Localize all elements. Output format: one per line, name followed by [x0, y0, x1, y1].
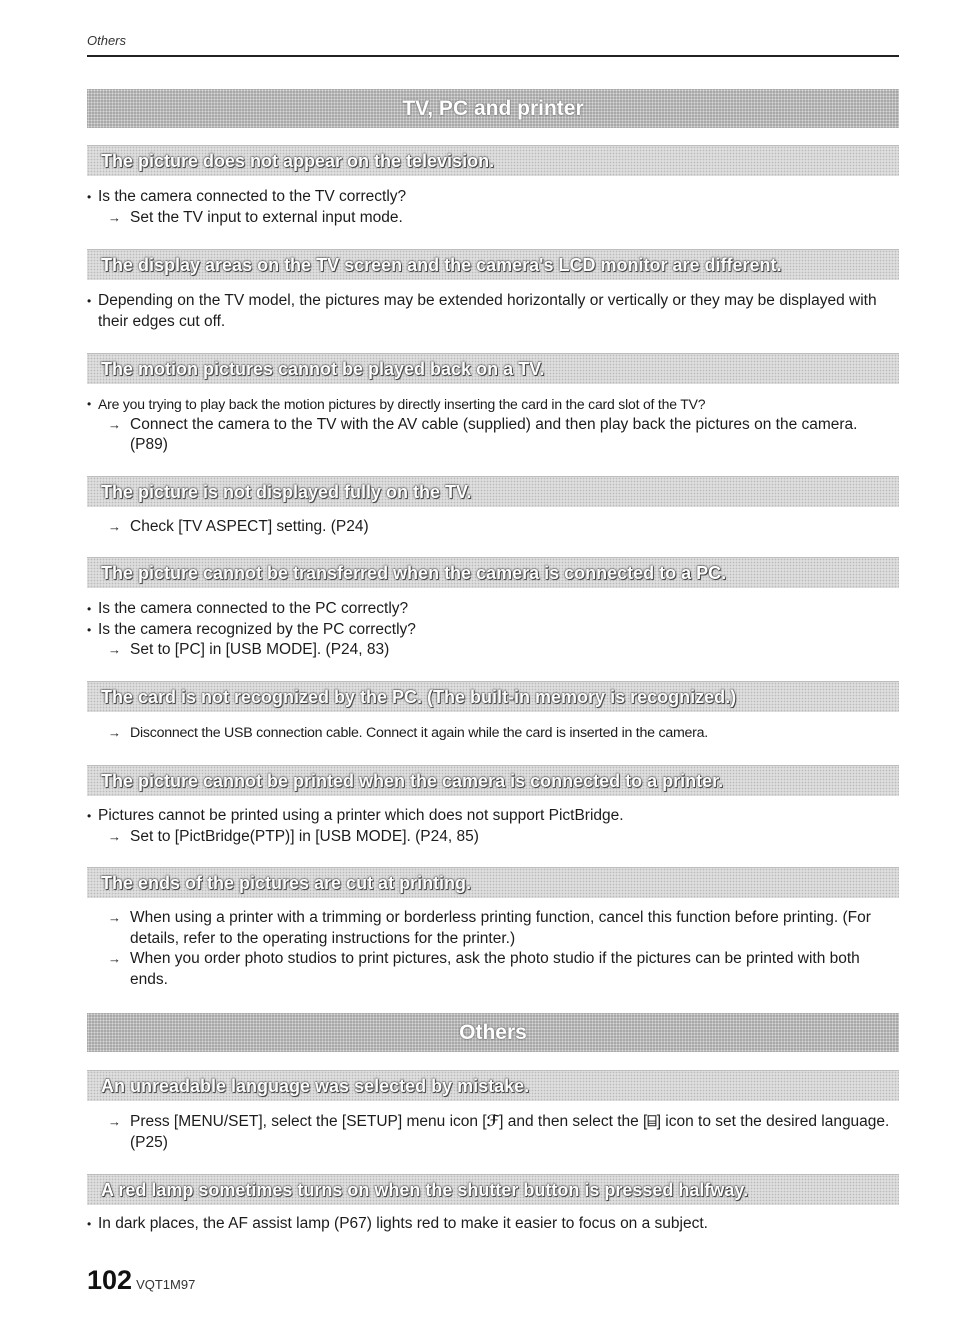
bullet-line: • Is the camera connected to the PC correctly? [87, 599, 899, 620]
arrow-line: → When you order photo studios to print pictures, ask the photo studio if the pictures can be printed with both ends. [108, 950, 860, 988]
arrow-line: → When using a printer with a trimming or borderless printing function, cancel this function before printing. (For details, refer to the operating instructions for the printer.) [108, 909, 871, 947]
arrow-icon: → [108, 642, 121, 657]
bullet-line: • In dark places, the AF assist lamp (P67) lights red to make it easier to focus on a subject. [87, 1214, 899, 1235]
answer-block [87, 187, 899, 228]
arrow-icon: → [108, 951, 121, 966]
arrow-icon: → [108, 209, 121, 225]
language-icon: ⌸ [647, 1113, 657, 1130]
question-heading: The ends of the pictures are cut at printing. [87, 867, 899, 898]
arrow-icon: → [108, 828, 121, 844]
question-heading: The card is not recognized by the PC. (The built-in memory is recognized.) [87, 681, 899, 712]
setup-wrench-icon: ℱ [486, 1113, 500, 1130]
header-rule [87, 55, 899, 57]
answer-block [87, 806, 899, 847]
arrow-line: → Check [TV ASPECT] setting. (P24) [87, 517, 899, 538]
question-heading: A red lamp sometimes turns on when the shutter button is pressed halfway. [87, 1174, 899, 1205]
answer-block [87, 394, 899, 456]
bullet-line: • Is the camera connected to the TV correctly? [87, 187, 899, 208]
running-head: Others [87, 33, 127, 48]
question-heading: The picture is not displayed fully on the TV. [87, 476, 899, 507]
arrow-icon: → [108, 519, 121, 534]
arrow-line: → Set to [PictBridge(PTP)] in [USB MODE]. (P24, 85) [87, 827, 899, 848]
question-heading: The picture cannot be printed when the camera is connected to a printer. [87, 765, 899, 796]
arrow-line: → Press [MENU/SET], select the [SETUP] menu icon [ℱ] and then select the [⌸] icon to set the desired language. (P25) [108, 1113, 890, 1151]
arrow-line: → Set to [PC] in [USB MODE]. (P24, 83) [87, 640, 899, 661]
section-banner-others: Others [87, 1013, 899, 1052]
question-heading: The motion pictures cannot be played back on a TV. [87, 353, 899, 384]
answer-block [87, 908, 899, 990]
arrow-line: → Disconnect the USB connection cable. Connect it again while the card is inserted in the camera. [87, 723, 899, 744]
bullet-line: • Depending on the TV model, the pictures may be extended horizontally or vertically or they may be displayed with their edges cut off. [87, 291, 899, 332]
bullet-line: • Is the camera recognized by the PC correctly? [87, 620, 899, 641]
page-footer [87, 1265, 195, 1296]
question-heading: An unreadable language was selected by mistake. [87, 1070, 899, 1101]
arrow-icon: → [108, 1114, 121, 1129]
arrow-line: → Connect the camera to the TV with the AV cable (supplied) and then play back the pictures on the camera. (P89) [108, 415, 858, 453]
model-code: VQT1M97 [136, 1277, 196, 1292]
section-banner-tv-pc-printer: TV, PC and printer [87, 89, 899, 128]
question-heading: The picture does not appear on the television. [87, 145, 899, 176]
answer-block [87, 517, 899, 538]
arrow-icon: → [108, 416, 121, 432]
arrow-icon: → [108, 725, 121, 740]
question-heading: The picture cannot be transferred when the camera is connected to a PC. [87, 557, 899, 588]
answer-block [87, 723, 899, 744]
page-number: 102 [87, 1265, 133, 1295]
arrow-icon: → [108, 910, 121, 925]
question-heading: The display areas on the TV screen and the camera's LCD monitor are different. [87, 249, 899, 280]
answer-block [87, 1214, 899, 1235]
bullet-line: • Pictures cannot be printed using a printer which does not support PictBridge. [87, 806, 899, 827]
arrow-line: → Set the TV input to external input mode. [87, 208, 899, 229]
answer-block [87, 291, 899, 332]
answer-block [87, 599, 899, 661]
answer-block [87, 1112, 899, 1153]
bullet-line: • Are you trying to play back the motion pictures by directly inserting the card in the card slot of the TV? [87, 394, 899, 415]
